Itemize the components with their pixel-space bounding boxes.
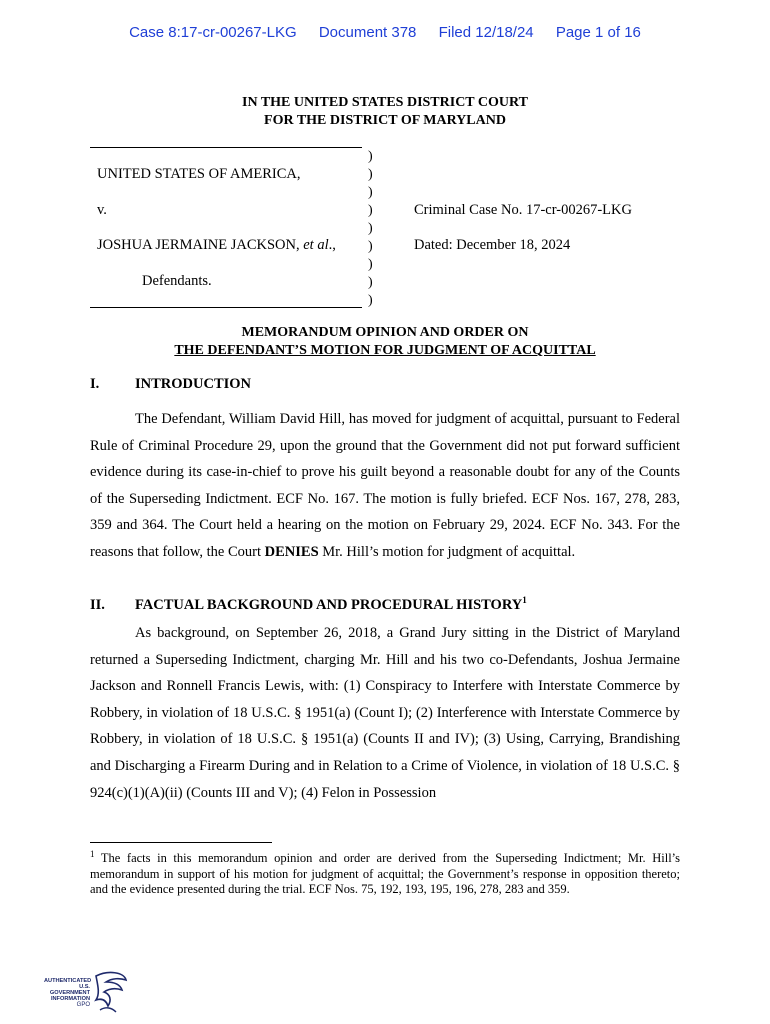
footnote-marker: 1 bbox=[90, 848, 95, 859]
memorandum-title bbox=[0, 324, 770, 360]
caption-paren: ) bbox=[368, 221, 373, 236]
footnote bbox=[90, 848, 680, 898]
defendant-suffix: ., bbox=[328, 237, 336, 253]
introduction-text-a: The Defendant, William David Hill, has moved for judgment of acquittal, pursuant to Federal Rule of Criminal Procedure 29, upon the ground that the Government did not put forward sufficient evidence during its case-in-chief to prove his guilt beyond a reasonable doubt for any of the Counts of the Superseding Indictment. ECF No. 167. The motion is fully briefed. ECF Nos. 167, 278, 283, 359 and 364. The Court held a hearing on the motion on February 29, 2024. ECF No. 343. For the reasons that follow, the Court bbox=[90, 411, 680, 560]
ecf-header bbox=[0, 24, 770, 41]
gpo-line2: U.S. GOVERNMENT bbox=[49, 984, 90, 996]
defendant-name: JOSHUA JERMAINE JACKSON, bbox=[97, 237, 304, 253]
caption-plaintiff: UNITED STATES OF AMERICA, bbox=[97, 166, 301, 182]
court-name bbox=[0, 94, 770, 130]
gpo-line1: AUTHENTICATED bbox=[44, 978, 92, 984]
section-heading-introduction bbox=[90, 376, 590, 396]
caption-versus: v. bbox=[97, 202, 107, 218]
page-number-header: Page 1 of 16 bbox=[555, 24, 641, 41]
caption-paren: ) bbox=[368, 239, 373, 254]
caption-defendant bbox=[97, 237, 336, 254]
section-heading-background bbox=[90, 597, 650, 617]
document-number-header: Document 378 bbox=[318, 24, 417, 41]
eagle-icon bbox=[90, 970, 130, 1014]
footnote-separator bbox=[90, 842, 272, 843]
introduction-paragraph bbox=[90, 406, 680, 566]
section-number: I. bbox=[90, 376, 100, 392]
footnote-reference[interactable]: 1 bbox=[522, 595, 527, 606]
caption-paren: ) bbox=[368, 149, 373, 164]
caption-paren: ) bbox=[368, 275, 373, 290]
caption-paren: ) bbox=[368, 167, 373, 182]
case-number-header: Case 8:17-cr-00267-LKG bbox=[129, 24, 297, 41]
caption-defendants-label: Defendants. bbox=[142, 273, 212, 289]
section-title: INTRODUCTION bbox=[135, 376, 252, 392]
gpo-authenticated-logo bbox=[44, 970, 128, 1014]
section-number: II. bbox=[90, 597, 105, 613]
dated-line: Dated: December 18, 2024 bbox=[414, 237, 571, 253]
gpo-line4: GPO bbox=[76, 1002, 90, 1008]
introduction-text-b: Mr. Hill’s motion for judgment of acquittal. bbox=[318, 543, 576, 560]
caption-top-rule bbox=[90, 147, 362, 148]
court-name-line1: IN THE UNITED STATES DISTRICT COURT bbox=[242, 95, 528, 110]
memorandum-title-line1: MEMORANDUM OPINION AND ORDER ON bbox=[241, 325, 529, 340]
background-paragraph bbox=[90, 620, 680, 806]
gpo-line3: INFORMATION bbox=[50, 996, 90, 1002]
filed-date-header: Filed 12/18/24 bbox=[438, 24, 534, 41]
caption-paren: ) bbox=[368, 203, 373, 218]
court-name-line2: FOR THE DISTRICT OF MARYLAND bbox=[264, 113, 506, 128]
caption-paren: ) bbox=[368, 293, 373, 308]
denies-bold: DENIES bbox=[264, 543, 319, 560]
caption-paren: ) bbox=[368, 185, 373, 200]
defendant-et-al: et al bbox=[303, 237, 329, 253]
caption-paren: ) bbox=[368, 257, 373, 272]
background-text: As background, on September 26, 2018, a Grand Jury sitting in the District of Maryland returned a Superseding Indictment, charging Mr. Hill and his two co-Defendants, Joshua Jermaine Jackson and Ronnell Francis Lewis, with: (1) Conspiracy to Interfere with Interstate Commerce by Robbery, in violation of 18 U.S.C. § 1951(a) (Count I); (2) Interference with Interstate Commerce by Robbery, in violation of 18 U.S.C. § 1951(a) (Counts II and IV); (3) Using, Carrying, Brandishing and Discharging a Firearm During and in Relation to a Crime of Violence, in violation of 18 U.S.C. § 924(c)(1)(A)(ii) (Counts III and V); (4) Felon in Possession bbox=[90, 625, 680, 801]
caption-parenthesis-column bbox=[368, 148, 378, 310]
memorandum-title-line2: THE DEFENDANT’S MOTION FOR JUDGMENT OF ACQUITTAL bbox=[174, 343, 596, 358]
footnote-text: The facts in this memorandum opinion and order are derived from the Superseding Indictment; Mr. Hill’s memorandum in support of his motion for judgment of acquittal; the Government’s response in opposition thereto; and the evidence presented during the trial. ECF Nos. 75, 192, 193, 195, 196, 278, 283 and 359. bbox=[90, 851, 680, 896]
caption-bottom-rule bbox=[90, 307, 362, 308]
section-title: FACTUAL BACKGROUND AND PROCEDURAL HISTORY bbox=[135, 597, 523, 613]
criminal-case-number: Criminal Case No. 17-cr-00267-LKG bbox=[414, 202, 632, 218]
